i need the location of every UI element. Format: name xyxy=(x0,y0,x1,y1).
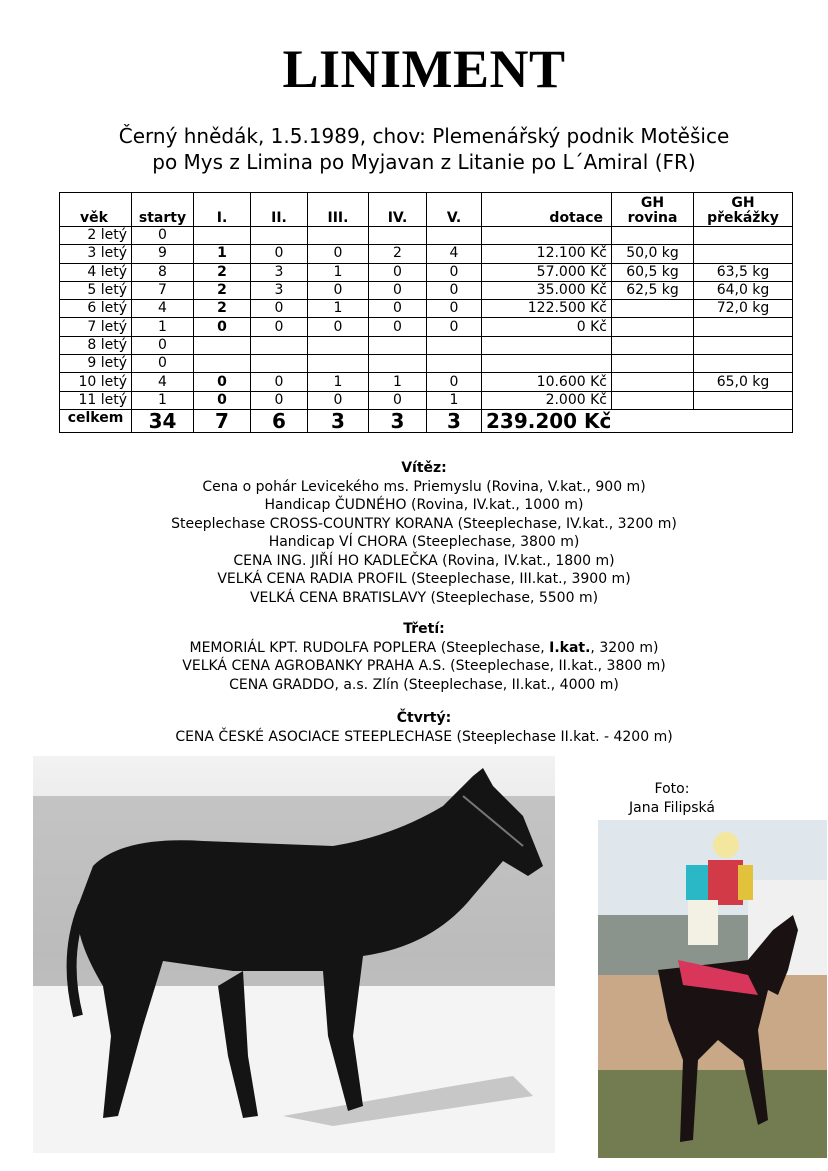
gh-jump-cell xyxy=(694,318,793,336)
gh-jump-cell: 63,5 kg xyxy=(694,263,793,281)
third-cell: 1 xyxy=(308,373,369,391)
third-race-kat: I.kat. xyxy=(549,639,591,656)
fifth-cell: 0 xyxy=(427,300,482,318)
second-cell xyxy=(251,336,308,354)
winner-section xyxy=(0,459,828,607)
winner-race: VELKÁ CENA RADIA PROFIL (Steeplechase, III.kat., 3900 m) xyxy=(217,571,631,587)
age-cell: 11 letý xyxy=(60,391,132,409)
second-cell: 3 xyxy=(251,281,308,299)
horse-origin-line: Černý hnědák, 1.5.1989, chov: Plemenářský podnik Motěšice xyxy=(118,124,730,148)
prize-cell: 10.600 Kč xyxy=(482,373,612,391)
starts-cell: 7 xyxy=(132,281,194,299)
total-fourth: 3 xyxy=(369,409,427,432)
table-row xyxy=(60,227,793,245)
second-cell: 0 xyxy=(251,300,308,318)
fourth-cell xyxy=(369,336,427,354)
first-cell: 2 xyxy=(194,263,251,281)
starts-cell: 0 xyxy=(132,227,194,245)
prize-cell: 2.000 Kč xyxy=(482,391,612,409)
prize-cell xyxy=(482,227,612,245)
photo-caption xyxy=(610,780,734,818)
gh-jump-cell: 64,0 kg xyxy=(694,281,793,299)
third-cell: 0 xyxy=(308,318,369,336)
fourth-place-section xyxy=(0,709,828,746)
gh-flat-cell xyxy=(612,336,694,354)
fourth-cell: 0 xyxy=(369,281,427,299)
table-row xyxy=(60,245,793,263)
age-cell: 2 letý xyxy=(60,227,132,245)
fourth-cell: 0 xyxy=(369,318,427,336)
table-row xyxy=(60,281,793,299)
winner-heading: Vítěz: xyxy=(401,460,447,476)
prize-cell: 35.000 Kč xyxy=(482,281,612,299)
starts-cell: 8 xyxy=(132,263,194,281)
third-race: CENA GRADDO, a.s. Zlín (Steeplechase, II.kat., 4000 m) xyxy=(229,676,619,693)
starts-cell: 0 xyxy=(132,355,194,373)
starts-cell: 9 xyxy=(132,245,194,263)
fifth-cell: 0 xyxy=(427,281,482,299)
horse-name-title: LINIMENT xyxy=(282,39,566,99)
third-race xyxy=(0,639,828,658)
table-row xyxy=(60,373,793,391)
fourth-race: CENA ČESKÉ ASOCIACE STEEPLECHASE (Steeplechase II.kat. - 4200 m) xyxy=(175,728,673,745)
third-cell: 1 xyxy=(308,300,369,318)
gh-flat-cell: 60,5 kg xyxy=(612,263,694,281)
age-cell: 3 letý xyxy=(60,245,132,263)
table-header-row xyxy=(60,193,793,227)
gh-flat-cell xyxy=(612,300,694,318)
starts-cell: 1 xyxy=(132,318,194,336)
fifth-cell: 0 xyxy=(427,373,482,391)
third-cell xyxy=(308,336,369,354)
fifth-cell xyxy=(427,336,482,354)
first-cell: 0 xyxy=(194,373,251,391)
second-cell xyxy=(251,227,308,245)
age-cell: 9 letý xyxy=(60,355,132,373)
caption-author: Jana Filipská xyxy=(629,800,715,816)
total-fifth: 3 xyxy=(427,409,482,432)
gh-jump-cell xyxy=(694,227,793,245)
gh-jump-cell: 65,0 kg xyxy=(694,373,793,391)
col-header-fourth: IV. xyxy=(369,193,427,227)
table-row xyxy=(60,318,793,336)
second-cell: 0 xyxy=(251,391,308,409)
age-cell: 10 letý xyxy=(60,373,132,391)
col-header-third: III. xyxy=(308,193,369,227)
horse-pedigree-line: po Mys z Limina po Myjavan z Litanie po L´Amiral (FR) xyxy=(152,150,696,174)
fourth-cell xyxy=(369,227,427,245)
third-heading: Třetí: xyxy=(403,621,445,637)
fourth-cell: 2 xyxy=(369,245,427,263)
second-cell: 0 xyxy=(251,318,308,336)
fifth-cell xyxy=(427,355,482,373)
second-cell: 3 xyxy=(251,263,308,281)
gh-jump-cell xyxy=(694,355,793,373)
age-cell: 5 letý xyxy=(60,281,132,299)
third-race-part: MEMORIÁL KPT. RUDOLFA POPLERA (Steeplechase, xyxy=(189,639,550,656)
fourth-cell: 1 xyxy=(369,373,427,391)
age-cell: 8 letý xyxy=(60,336,132,354)
horse-portrait-photo xyxy=(33,756,555,1153)
prize-cell: 0 Kč xyxy=(482,318,612,336)
prize-cell xyxy=(482,336,612,354)
starts-cell: 4 xyxy=(132,373,194,391)
race-record-table xyxy=(59,192,793,433)
third-cell xyxy=(308,355,369,373)
total-starty: 34 xyxy=(132,409,194,432)
gh-sub-label: překážky xyxy=(707,210,779,226)
col-header-second: II. xyxy=(251,193,308,227)
gh-flat-cell xyxy=(612,355,694,373)
gh-flat-cell xyxy=(612,318,694,336)
gh-flat-cell: 50,0 kg xyxy=(612,245,694,263)
winner-race: Steeplechase CROSS-COUNTRY KORANA (Steeplechase, IV.kat., 3200 m) xyxy=(171,515,677,532)
prize-cell: 122.500 Kč xyxy=(482,300,612,318)
table-total-row xyxy=(60,409,793,432)
gh-flat-cell xyxy=(612,391,694,409)
first-cell: 1 xyxy=(194,245,251,263)
winner-race: Cena o pohár Levicekého ms. Priemyslu (Rovina, V.kat., 900 m) xyxy=(202,478,646,495)
table-row xyxy=(60,263,793,281)
caption-line: Foto: xyxy=(654,781,690,797)
starts-cell: 0 xyxy=(132,336,194,354)
table-row xyxy=(60,336,793,354)
third-cell: 0 xyxy=(308,281,369,299)
gh-label: GH xyxy=(640,195,665,211)
fourth-cell: 0 xyxy=(369,300,427,318)
col-header-fifth: V. xyxy=(427,193,482,227)
fourth-cell: 0 xyxy=(369,263,427,281)
total-dotace: 239.200 Kč xyxy=(482,409,793,432)
col-header-vek: věk xyxy=(60,193,132,227)
first-cell xyxy=(194,227,251,245)
gh-sub-label: rovina xyxy=(627,210,678,226)
gh-jump-cell xyxy=(694,336,793,354)
total-label: celkem xyxy=(60,409,132,432)
total-first: 7 xyxy=(194,409,251,432)
third-cell: 0 xyxy=(308,245,369,263)
gh-jump-cell: 72,0 kg xyxy=(694,300,793,318)
winner-race: Handicap VÍ CHORA (Steeplechase, 3800 m) xyxy=(268,534,580,550)
fourth-cell xyxy=(369,355,427,373)
third-cell: 1 xyxy=(308,263,369,281)
age-cell: 7 letý xyxy=(60,318,132,336)
table-row xyxy=(60,300,793,318)
fourth-heading: Čtvrtý: xyxy=(396,710,452,726)
winner-race: VELKÁ CENA BRATISLAVY (Steeplechase, 5500 m) xyxy=(249,589,599,606)
first-cell: 2 xyxy=(194,300,251,318)
gh-jump-cell xyxy=(694,245,793,263)
prize-cell xyxy=(482,355,612,373)
winner-race: Handicap ČUDNÉHO (Rovina, IV.kat., 1000 m) xyxy=(264,497,584,513)
table-row xyxy=(60,355,793,373)
fifth-cell: 4 xyxy=(427,245,482,263)
total-third: 3 xyxy=(308,409,369,432)
table-row xyxy=(60,391,793,409)
first-cell xyxy=(194,336,251,354)
first-cell xyxy=(194,355,251,373)
third-race: VELKÁ CENA AGROBANKY PRAHA A.S. (Steeplechase, II.kat., 3800 m) xyxy=(182,658,666,674)
age-cell: 4 letý xyxy=(60,263,132,281)
third-cell xyxy=(308,227,369,245)
gh-label: GH xyxy=(731,195,755,211)
col-header-dotace: dotace xyxy=(482,193,612,227)
col-header-first: I. xyxy=(194,193,251,227)
gh-flat-cell xyxy=(612,373,694,391)
fifth-cell: 0 xyxy=(427,263,482,281)
winner-race: CENA ING. JIŘÍ HO KADLEČKA (Rovina, IV.kat., 1800 m) xyxy=(233,552,615,569)
fourth-cell: 0 xyxy=(369,391,427,409)
jockey-race-photo xyxy=(598,820,827,1158)
prize-cell: 12.100 Kč xyxy=(482,245,612,263)
first-cell: 0 xyxy=(194,318,251,336)
gh-jump-cell xyxy=(694,391,793,409)
age-cell: 6 letý xyxy=(60,300,132,318)
first-cell: 2 xyxy=(194,281,251,299)
third-cell: 0 xyxy=(308,391,369,409)
col-header-starty: starty xyxy=(132,193,194,227)
starts-cell: 4 xyxy=(132,300,194,318)
fifth-cell: 0 xyxy=(427,318,482,336)
gh-flat-cell xyxy=(612,227,694,245)
col-header-gh-prekazky xyxy=(694,193,793,227)
second-cell: 0 xyxy=(251,373,308,391)
starts-cell: 1 xyxy=(132,391,194,409)
prize-cell: 57.000 Kč xyxy=(482,263,612,281)
first-cell: 0 xyxy=(194,391,251,409)
total-second: 6 xyxy=(251,409,308,432)
second-cell xyxy=(251,355,308,373)
third-place-section xyxy=(0,620,828,694)
third-race-part: , 3200 m) xyxy=(590,639,659,656)
col-header-gh-rovina xyxy=(612,193,694,227)
fifth-cell xyxy=(427,227,482,245)
second-cell: 0 xyxy=(251,245,308,263)
fifth-cell: 1 xyxy=(427,391,482,409)
gh-flat-cell: 62,5 kg xyxy=(612,281,694,299)
